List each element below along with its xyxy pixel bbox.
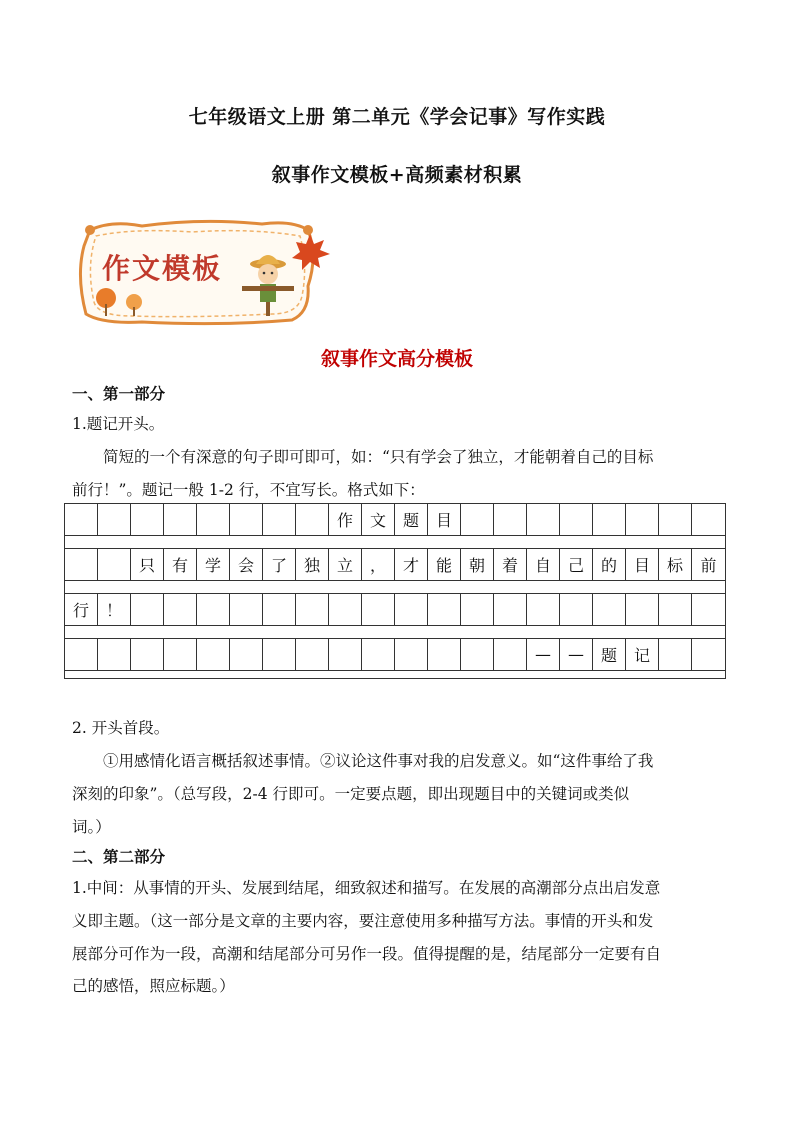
part1-item2-line3: 词。） [72, 818, 111, 836]
grid-cell [98, 639, 131, 671]
grid-row [65, 549, 725, 581]
section-title: 叙事作文高分模板 [320, 348, 473, 370]
part1-item2: 2. 开头首段。 [72, 719, 170, 737]
grid-cell [494, 594, 527, 626]
grid-cell: 只 [131, 549, 164, 581]
grid-cell: 目 [626, 549, 659, 581]
grid-cell [494, 639, 527, 671]
part1-item1: 1.题记开头。 [72, 415, 165, 433]
grid-cell [329, 594, 362, 626]
grid-cell [593, 594, 626, 626]
grid-cell: 学 [197, 549, 230, 581]
grid-cell [659, 639, 692, 671]
grid-row [65, 504, 725, 536]
grid-cell: 己 [560, 549, 593, 581]
grid-cell [659, 594, 692, 626]
grid-cell: 前 [692, 549, 725, 581]
grid-cell: 立 [329, 549, 362, 581]
grid-cell [131, 594, 164, 626]
grid-cell: 会 [230, 549, 263, 581]
grid-cell [362, 639, 395, 671]
grid-cell [263, 594, 296, 626]
part1-item2-line2: 深刻的印象”。（总写段，2-4 行即可。一定要点题，即出现题目中的关键词或类似 [72, 785, 630, 803]
grid-cell [329, 639, 362, 671]
grid-cell [692, 594, 725, 626]
grid-cell: 着 [494, 549, 527, 581]
grid-cell [626, 594, 659, 626]
grid-cell: 自 [527, 549, 560, 581]
banner-text: 作文模板 [102, 252, 223, 285]
grid-cell: ！ [98, 594, 131, 626]
grid-cell: 的 [593, 549, 626, 581]
grid-cell [428, 639, 461, 671]
grid-cell: 能 [428, 549, 461, 581]
grid-cell [296, 639, 329, 671]
grid-row [65, 639, 725, 671]
grid-cell: 记 [626, 639, 659, 671]
grid-cell [362, 594, 395, 626]
grid-cell [65, 549, 98, 581]
grid-cell [395, 639, 428, 671]
grid-cell [395, 594, 428, 626]
grid-gap [65, 626, 725, 639]
grid-cell: 独 [296, 549, 329, 581]
grid-cell: 才 [395, 549, 428, 581]
document-title: 七年级语文上册 第二单元《学会记事》写作实践 [188, 106, 606, 128]
part2-heading: 二、第二部分 [72, 847, 166, 866]
grid-cell [164, 639, 197, 671]
grid-cell [164, 504, 197, 536]
grid-cell [164, 594, 197, 626]
part2-line2: 义即主题。（这一部分是文章的主要内容，要注意使用多种描写方法。事情的开头和发 [72, 912, 654, 930]
part1-item2-line1: ①用感情化语言概括叙述事情。②议论这件事对我的启发意义。如“这件事给了我 [103, 752, 654, 770]
grid-cell [263, 504, 296, 536]
grid-cell: 行 [65, 594, 98, 626]
grid-cell [692, 639, 725, 671]
grid-cell [659, 504, 692, 536]
grid-cell [197, 504, 230, 536]
grid-cell [197, 639, 230, 671]
grid-cell [560, 504, 593, 536]
grid-cell [626, 504, 659, 536]
grid-cell [527, 594, 560, 626]
grid-cell [527, 504, 560, 536]
grid-cell [593, 504, 626, 536]
grid-cell [98, 504, 131, 536]
grid-cell: 目 [428, 504, 461, 536]
grid-cell: 标 [659, 549, 692, 581]
grid-cell: 文 [362, 504, 395, 536]
grid-cell [428, 594, 461, 626]
grid-cell: ， [362, 549, 395, 581]
grid-cell [230, 504, 263, 536]
grid-cell: 题 [593, 639, 626, 671]
grid-cell [461, 504, 494, 536]
grid-cell [230, 639, 263, 671]
grid-cell [296, 594, 329, 626]
grid-cell [461, 639, 494, 671]
grid-cell [197, 594, 230, 626]
document-subtitle: 叙事作文模板+高频素材积累 [271, 164, 523, 186]
grid-gap [65, 536, 725, 549]
grid-cell [494, 504, 527, 536]
grid-cell [263, 639, 296, 671]
part2-line4: 己的感悟，照应标题。） [72, 977, 235, 995]
grid-cell: 有 [164, 549, 197, 581]
grid-gap [65, 581, 725, 594]
part2-line3: 展部分可作为一段，高潮和结尾部分可另作一段。值得提醒的是，结尾部分一定要有自 [72, 945, 662, 963]
template-banner [72, 216, 332, 328]
grid-cell [461, 594, 494, 626]
grid-cell [65, 639, 98, 671]
part2-line1: 1.中间：从事情的开头、发展到结尾，细致叙述和描写。在发展的高潮部分点出启发意 [72, 879, 661, 897]
grid-cell: 题 [395, 504, 428, 536]
manuscript-grid [64, 503, 726, 679]
grid-cell: — [527, 639, 560, 671]
part1-desc-line1: 简短的一个有深意的句子即可即可，如：“只有学会了独立，才能朝着自己的目标 [103, 448, 654, 466]
grid-cell [692, 504, 725, 536]
grid-cell [560, 594, 593, 626]
grid-cell [230, 594, 263, 626]
grid-cell [296, 504, 329, 536]
grid-cell: 朝 [461, 549, 494, 581]
part1-desc-line2: 前行！”。题记一般 1-2 行，不宜写长。格式如下： [72, 481, 425, 499]
grid-cell: 作 [329, 504, 362, 536]
part1-heading: 一、第一部分 [72, 384, 166, 403]
grid-cell: 了 [263, 549, 296, 581]
grid-row [65, 594, 725, 626]
grid-cell [131, 639, 164, 671]
grid-cell [131, 504, 164, 536]
grid-cell [65, 504, 98, 536]
grid-cell [98, 549, 131, 581]
grid-cell: — [560, 639, 593, 671]
